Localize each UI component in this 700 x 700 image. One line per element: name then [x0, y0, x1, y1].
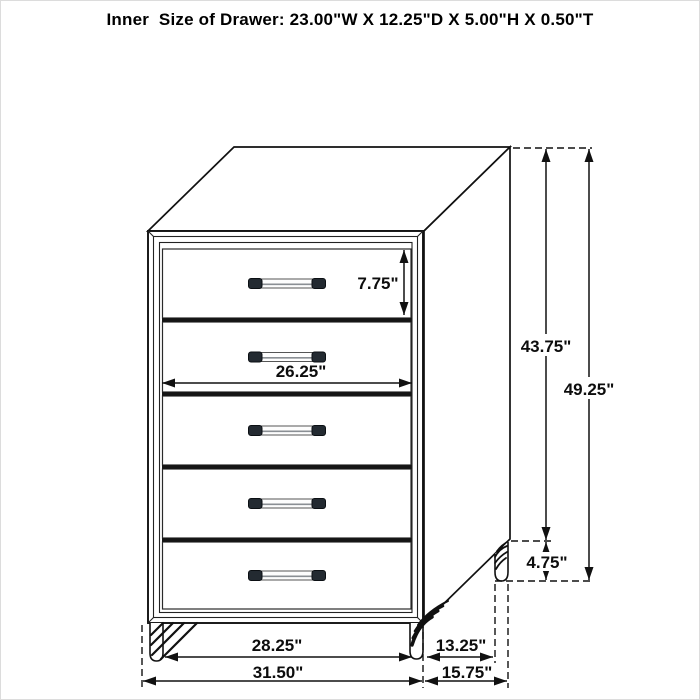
- dim-label-leg-height: 4.75": [526, 553, 568, 572]
- drawer-2-handle: [249, 352, 326, 362]
- dim-label-drawer-front-width: 26.25": [275, 362, 327, 381]
- dim-label-overall-depth: 15.75": [441, 663, 493, 682]
- dim-label-case-height: 43.75": [520, 337, 572, 356]
- dim-label-depth-between-legs: 13.25": [435, 636, 487, 655]
- chest-body: [148, 147, 510, 661]
- dim-label-top-drawer-height: 7.75": [357, 274, 399, 293]
- drawer-5-handle: [249, 571, 326, 581]
- drawer-1-handle: [249, 279, 326, 289]
- drawer-stack: [162, 249, 412, 609]
- chest-dimension-drawing: [1, 1, 700, 700]
- front-left-leg: [150, 623, 197, 661]
- drawer-4-handle: [249, 499, 326, 509]
- drawer-3-handle: [249, 426, 326, 436]
- dim-label-overall-width: 31.50": [252, 663, 304, 682]
- drawing-title: Inner Size of Drawer: 23.00"W X 12.25"D X 5.00"H X 0.50"T: [106, 10, 594, 29]
- dim-label-overall-height: 49.25": [563, 380, 615, 399]
- dim-label-width-between-legs: 28.25": [251, 636, 303, 655]
